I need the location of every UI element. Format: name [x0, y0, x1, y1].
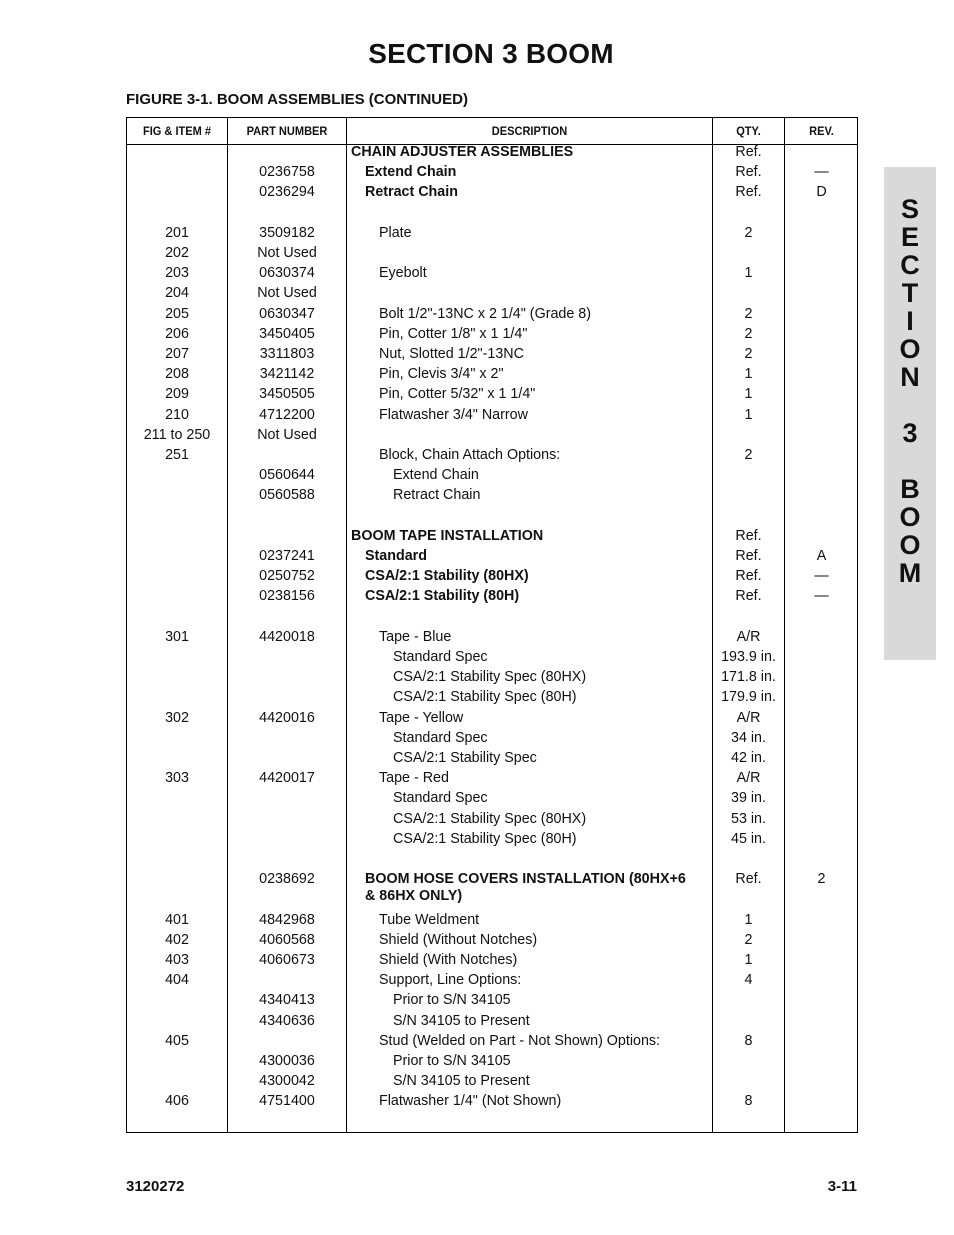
header-qty: QTY. [736, 124, 761, 138]
quantity-cell: 8 [744, 1093, 753, 1110]
description-cell: Tube Weldment [379, 911, 480, 928]
page-number: 3-11 [827, 1178, 857, 1195]
part-number-cell: Not Used [257, 426, 317, 443]
quantity-cell: 179.9 in. [721, 689, 776, 706]
quantity-cell: 1 [744, 366, 753, 383]
item-number-cell: 301 [165, 628, 189, 645]
item-number-cell: 211 to 250 [143, 426, 211, 443]
description-cell: Tape - Blue [379, 628, 452, 645]
table-row [127, 950, 859, 970]
table-row [127, 223, 859, 243]
description-cell: Shield (With Notches) [379, 952, 518, 968]
table-row [127, 667, 859, 687]
table-row [127, 324, 859, 344]
quantity-cell: 53 in. [731, 810, 766, 827]
part-number-cell: 0238156 [259, 588, 315, 605]
description-cell: Flatwasher 1/4" (Not Shown) [379, 1093, 562, 1110]
side-tab-letter: O [899, 502, 921, 532]
revision-cell: — [814, 588, 829, 605]
header-rev: REV. [809, 124, 834, 138]
description-cell: S/N 34105 to Present [393, 1012, 530, 1029]
table-row [127, 970, 859, 990]
table-row [127, 445, 859, 465]
quantity-cell: 1 [744, 386, 753, 403]
description-cell: Extend Chain [365, 164, 457, 181]
item-number-cell: 404 [165, 972, 189, 989]
table-row [127, 142, 859, 162]
quantity-cell: 2 [744, 447, 753, 463]
quantity-cell: Ref. [735, 144, 762, 160]
item-number-cell: 208 [165, 366, 189, 383]
description-cell: BOOM TAPE INSTALLATION [351, 527, 544, 544]
description-cell: Standard [365, 548, 427, 564]
table-row [127, 930, 859, 950]
quantity-cell: Ref. [735, 527, 762, 544]
item-number-cell: 405 [165, 1032, 189, 1049]
quantity-cell: 8 [744, 1032, 753, 1049]
description-cell: Retract Chain [365, 184, 458, 201]
quantity-cell: 2 [744, 305, 753, 322]
table-row [127, 990, 859, 1010]
side-tab-letter: C [900, 250, 920, 280]
description-cell: Support, Line Options: [379, 972, 522, 989]
description-cell: Standard Spec [393, 790, 488, 807]
table-row [127, 425, 859, 445]
quantity-cell: Ref. [735, 588, 762, 605]
item-number-cell: 302 [165, 709, 189, 726]
item-number-cell: 406 [165, 1093, 189, 1110]
description-cell: CSA/2:1 Stability Spec (80H) [393, 830, 577, 847]
description-cell: CSA/2:1 Stability Spec (80H) [393, 689, 577, 706]
table-row [127, 283, 859, 303]
description-cell: Standard Spec [393, 729, 488, 746]
side-tab-letter: S [900, 194, 919, 224]
quantity-cell: 4 [744, 972, 753, 989]
description-cell: Pin, Cotter 5/32" x 1 1/4" [379, 386, 536, 403]
description-cell: Plate [379, 224, 412, 241]
description-cell: Eyebolt [379, 265, 427, 282]
description-cell: Retract Chain [393, 487, 481, 504]
part-number-cell: 4340413 [259, 992, 315, 1009]
parts-table [126, 117, 858, 1133]
table-row [127, 263, 859, 283]
item-number-cell: 403 [165, 952, 189, 968]
part-number-cell: 0236294 [259, 184, 315, 201]
table-row [127, 304, 859, 324]
item-number-cell: 251 [165, 447, 189, 463]
part-number-cell: 4420016 [259, 709, 315, 726]
description-cell: Standard Spec [393, 649, 488, 665]
item-number-cell: 210 [165, 406, 189, 423]
quantity-cell: 1 [744, 911, 753, 928]
table-row [127, 344, 859, 364]
description-cell: Prior to S/N 34105 [393, 992, 511, 1009]
table-row [127, 405, 859, 425]
table-row [127, 768, 859, 788]
quantity-cell: Ref. [735, 871, 762, 888]
header-part-number: PART NUMBER [246, 124, 328, 138]
item-number-cell: 205 [165, 305, 189, 322]
part-number-cell: Not Used [257, 285, 317, 302]
table-row [127, 384, 859, 404]
table-row [127, 1031, 859, 1051]
quantity-cell: 1 [744, 952, 753, 968]
table-row [127, 162, 859, 182]
quantity-cell: 2 [744, 931, 753, 948]
description-cell: CSA/2:1 Stability (80H) [365, 588, 520, 605]
quantity-cell: Ref. [735, 548, 762, 564]
figure-title: FIGURE 3-1. BOOM ASSEMBLIES (CONTINUED) [126, 91, 468, 108]
item-number-cell: 402 [165, 931, 189, 948]
quantity-cell: A/R [736, 770, 761, 787]
table-row [127, 485, 859, 505]
description-cell: Tape - Yellow [379, 709, 464, 726]
part-number-cell: 4060673 [259, 952, 315, 968]
table-row [127, 526, 859, 546]
part-number-cell: 4340636 [259, 1012, 315, 1029]
part-number-cell: 4751400 [259, 1093, 315, 1110]
part-number-cell: 0250752 [259, 568, 315, 585]
revision-cell: D [816, 184, 827, 201]
part-number-cell: 4300042 [259, 1073, 315, 1090]
item-number-cell: 303 [165, 770, 189, 787]
part-number-cell: 0238692 [259, 871, 315, 888]
item-number-cell: 401 [165, 911, 189, 928]
table-row [127, 465, 859, 485]
table-row [127, 627, 859, 647]
table-row [127, 1091, 859, 1111]
side-tab-letter: I [906, 306, 914, 336]
page-heading: SECTION 3 BOOM [368, 38, 614, 69]
part-number-cell: 0630374 [259, 265, 315, 282]
description-cell: Bolt 1/2"-13NC x 2 1/4" (Grade 8) [379, 305, 591, 322]
item-number-cell: 204 [165, 285, 189, 302]
part-number-cell: 4842968 [259, 911, 315, 928]
part-number-cell: 4712200 [259, 406, 315, 423]
quantity-cell: 2 [744, 325, 753, 342]
description-cell: Pin, Cotter 1/8" x 1 1/4" [379, 325, 528, 342]
quantity-cell: 2 [744, 224, 753, 241]
part-number-cell: Not Used [257, 245, 317, 261]
description-cell: Flatwasher 3/4" Narrow [379, 406, 528, 423]
part-number-cell: 3450405 [259, 325, 315, 342]
part-number-cell: 3421142 [259, 366, 315, 383]
part-number-cell: 3509182 [259, 224, 315, 241]
quantity-cell: 1 [744, 406, 753, 423]
description-cell: CSA/2:1 Stability Spec [393, 750, 537, 766]
quantity-cell: A/R [736, 628, 761, 645]
part-number-cell: 4420018 [259, 628, 315, 645]
section-side-tab [884, 167, 936, 660]
table-row [127, 1011, 859, 1031]
table-row [127, 728, 859, 748]
table-row [127, 687, 859, 707]
table-row [127, 243, 859, 263]
quantity-cell: 171.8 in. [721, 669, 776, 686]
quantity-cell: A/R [736, 709, 761, 726]
side-tab-letter: 3 [902, 418, 918, 448]
part-number-cell: 0560588 [259, 487, 315, 504]
description-cell: Extend Chain [393, 467, 479, 484]
item-number-cell: 201 [165, 224, 189, 241]
quantity-cell: 1 [744, 265, 753, 282]
description-cell: CSA/2:1 Stability (80HX) [365, 568, 529, 585]
description-cell: CSA/2:1 Stability Spec (80HX) [393, 669, 587, 686]
quantity-cell: 34 in. [731, 729, 766, 746]
description-cell: CHAIN ADJUSTER ASSEMBLIES [351, 144, 574, 160]
table-row [127, 182, 859, 202]
document-number: 3120272 [126, 1178, 185, 1195]
table-row [127, 788, 859, 808]
description-cell: Shield (Without Notches) [379, 931, 538, 948]
quantity-cell: 45 in. [731, 830, 766, 847]
part-number-cell: 4300036 [259, 1053, 315, 1069]
part-number-cell: 4420017 [259, 770, 315, 787]
side-tab-letter: O [899, 530, 921, 560]
description-cell: S/N 34105 to Present [393, 1073, 530, 1090]
side-tab-letter: M [898, 558, 922, 588]
table-row [127, 910, 859, 930]
description-cell: Pin, Clevis 3/4" x 2" [379, 366, 504, 383]
quantity-cell: 42 in. [731, 750, 766, 766]
part-number-cell: 0237241 [259, 548, 315, 564]
table-row [127, 1071, 859, 1091]
table-row [127, 546, 859, 566]
item-number-cell: 209 [165, 386, 189, 403]
description-cell: CSA/2:1 Stability Spec (80HX) [393, 810, 587, 827]
table-row [127, 869, 859, 909]
quantity-cell: Ref. [735, 164, 762, 181]
part-number-cell: 0630347 [259, 305, 315, 322]
description-cell: Stud (Welded on Part - Not Shown) Options: [379, 1032, 661, 1049]
part-number-cell: 0560644 [259, 467, 315, 484]
item-number-cell: 206 [165, 325, 189, 342]
side-tab-letter: B [900, 474, 920, 504]
quantity-cell: Ref. [735, 568, 762, 585]
table-row [127, 809, 859, 829]
description-cell: BOOM HOSE COVERS INSTALLATION (80HX+6 & 86HX ONLY) [365, 871, 686, 905]
revision-cell: — [814, 568, 829, 585]
table-row [127, 748, 859, 768]
table-row [127, 364, 859, 384]
quantity-cell: Ref. [735, 184, 762, 201]
description-cell: Tape - Red [379, 770, 449, 787]
table-row [127, 708, 859, 728]
description-cell: Prior to S/N 34105 [393, 1053, 511, 1069]
table-row [127, 566, 859, 586]
revision-cell: — [814, 164, 829, 181]
part-number-cell: 0236758 [259, 164, 315, 181]
side-tab-letter: N [900, 362, 920, 392]
side-tab-letter: T [901, 278, 919, 308]
quantity-cell: 2 [744, 346, 753, 362]
table-row [127, 829, 859, 849]
revision-cell: 2 [817, 871, 826, 888]
part-number-cell: 3450505 [259, 386, 315, 403]
table-row [127, 647, 859, 667]
side-tab-letter: O [899, 334, 921, 364]
part-number-cell: 4060568 [259, 931, 315, 948]
item-number-cell: 202 [165, 245, 189, 261]
description-cell: Nut, Slotted 1/2"-13NC [379, 346, 524, 362]
part-number-cell: 3311803 [259, 346, 315, 362]
header-fig-item: FIG & ITEM # [142, 124, 212, 138]
header-description: DESCRIPTION [491, 124, 568, 138]
description-cell: Block, Chain Attach Options: [379, 447, 561, 463]
item-number-cell: 203 [165, 265, 189, 282]
quantity-cell: 193.9 in. [721, 649, 776, 665]
table-row [127, 1051, 859, 1071]
table-row [127, 586, 859, 606]
side-tab-letter: E [900, 222, 919, 252]
quantity-cell: 39 in. [731, 790, 766, 807]
revision-cell: A [816, 548, 827, 564]
item-number-cell: 207 [165, 346, 189, 362]
